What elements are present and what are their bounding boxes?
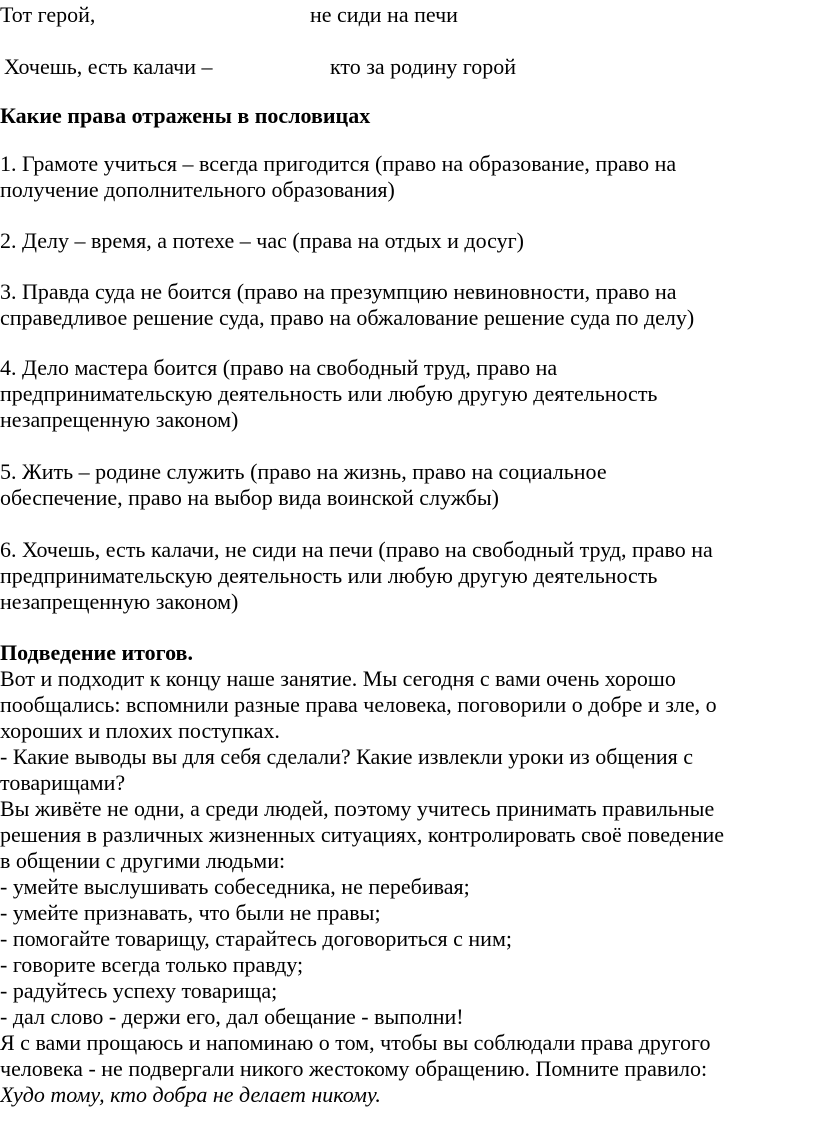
summary-line-12: - говорите всегда только правду; — [0, 952, 304, 977]
list-item-5-line-2: обеспечение, право на выбор вида воинской службы) — [0, 485, 499, 510]
list-item-4-line-2: предпринимательскую деятельность или любую другую деятельность — [0, 381, 658, 406]
closing-rule: Худо тому, кто добра не делает никому. — [0, 1082, 381, 1107]
list-item-4-line-1: 4. Дело мастера боится (право на свободный труд, право на — [0, 355, 558, 380]
summary-line-14: - дал слово - держи его, дал обещание - выполни! — [0, 1004, 464, 1029]
list-item-6-line-1: 6. Хочешь, есть калачи, не сиди на печи (право на свободный труд, право на — [0, 537, 713, 562]
summary-line-16: человека - не подвергали никого жестокому обращению. Помните правило: — [0, 1056, 708, 1081]
summary-line-2: пообщались: вспомнили разные права человека, поговорили о добре и зле, о — [0, 692, 717, 717]
summary-line-9: - умейте выслушивать собеседника, не перебивая; — [0, 874, 470, 899]
section-heading-summary: Подведение итогов. — [0, 640, 193, 665]
list-item-6-line-3: незапрещенную законом) — [0, 589, 239, 614]
summary-line-4: - Какие выводы вы для себя сделали? Какие извлекли уроки из общения с — [0, 744, 694, 769]
list-item-5-line-1: 5. Жить – родине служить (право на жизнь, право на социальное — [0, 459, 607, 484]
summary-line-5: товарищами? — [0, 770, 126, 795]
list-item-6-line-2: предпринимательскую деятельность или любую другую деятельность — [0, 563, 658, 588]
proverb-row-1-left: Тот герой, — [0, 2, 96, 27]
proverb-row-2-left: Хочешь, есть калачи – — [4, 54, 213, 79]
summary-line-6: Вы живёте не одни, а среди людей, поэтому учитесь принимать правильные — [0, 796, 715, 821]
list-item-3-line-2: справедливое решение суда, право на обжалование решение суда по делу) — [0, 305, 695, 330]
summary-line-8: в общении с другими людьми: — [0, 848, 286, 873]
proverb-row-2-right: кто за родину горой — [330, 54, 517, 79]
summary-line-13: - радуйтесь успеху товарища; — [0, 978, 278, 1003]
proverb-row-1-right: не сиди на печи — [310, 2, 458, 27]
summary-line-15: Я с вами прощаюсь и напоминаю о том, чтобы вы соблюдали права другого — [0, 1030, 711, 1055]
summary-line-11: - помогайте товарищу, старайтесь договориться с ним; — [0, 926, 512, 951]
section-heading-rights: Какие права отражены в пословицах — [0, 103, 371, 128]
list-item-3-line-1: 3. Правда суда не боится (право на презумпцию невиновности, право на — [0, 279, 677, 304]
list-item-4-line-3: незапрещенную законом) — [0, 407, 239, 432]
list-item-1-line-1: 1. Грамоте учиться – всегда пригодится (право на образование, право на — [0, 151, 677, 176]
list-item-2-line-1: 2. Делу – время, а потехе – час (права на отдых и досуг) — [0, 228, 524, 253]
list-item-1-line-2: получение дополнительного образования) — [0, 177, 395, 202]
summary-line-3: хороших и плохих поступках. — [0, 718, 280, 743]
proverb-row-2 — [0, 54, 517, 80]
summary-line-1: Вот и подходит к концу наше занятие. Мы сегодня с вами очень хорошо — [0, 666, 676, 691]
summary-line-7: решения в различных жизненных ситуациях, контролировать своё поведение — [0, 822, 725, 847]
proverb-row-1 — [0, 2, 458, 28]
summary-line-10: - умейте признавать, что были не правы; — [0, 900, 381, 925]
